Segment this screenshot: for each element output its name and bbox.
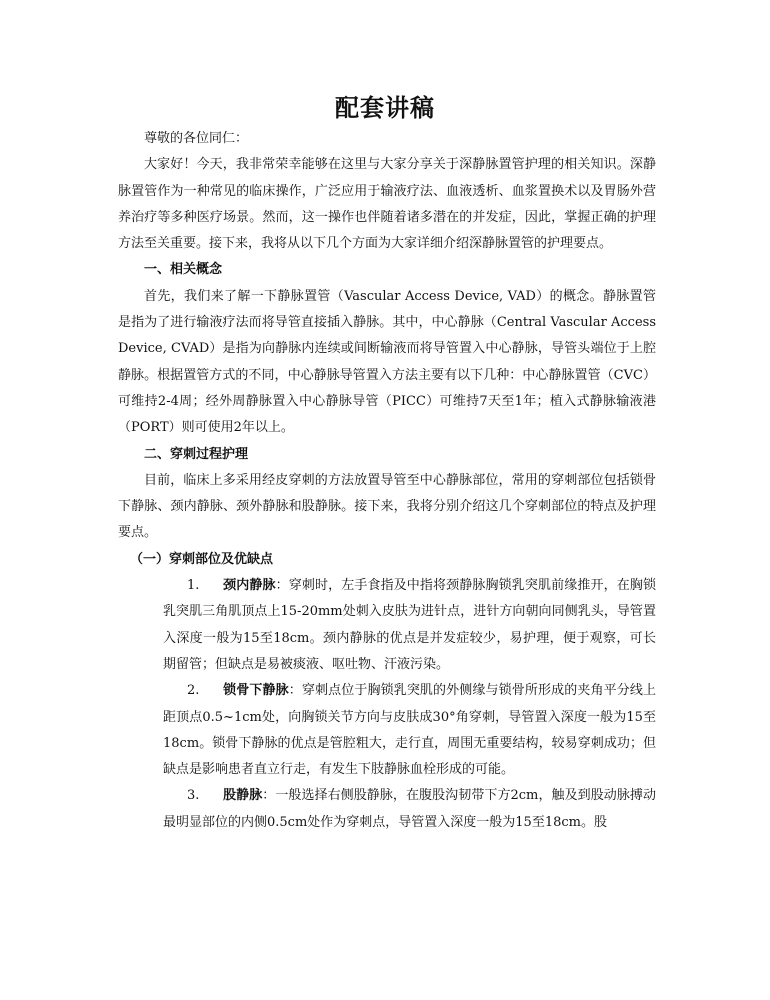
- list-item-text: ：穿刺时，左手食指及中指将颈静脉胸锁乳突肌前缘推开，在胸锁乳突肌三角肌顶点上15-20mm处刺入皮肤为进针点，进针方向朝向同侧乳头，导管置入深度一般为15至18cm。颈内静脉的优点是并发症较少，易护理，便于观察，可长期留管；但缺点是易被痰液、呕吐物、汗液污染。: [163, 578, 656, 672]
- salutation: 尊敬的各位同仁：: [144, 131, 249, 146]
- list-item-text: ：穿刺点位于胸锁乳突肌的外侧缘与锁骨所形成的夹角平分线上距顶点0.5~1cm处，向胸锁关节方向与皮肤成30°角穿刺，导管置入深度一般为15至18cm。锁骨下静脉的优点是管腔粗大，走行直，周围无重要结构，较易穿刺成功；但缺点是影响患者直立行走，有发生下肢静脉血栓形成的可能。: [163, 683, 656, 778]
- document-title: 配套讲稿: [335, 93, 435, 122]
- list-item-number: 1.: [187, 578, 200, 594]
- list-item-term: 股静脉: [223, 788, 263, 804]
- subheading-puncture-sites: （一）穿刺部位及优缺点: [130, 551, 274, 567]
- document-body: [118, 126, 656, 836]
- section-heading-concepts: 一、相关概念: [144, 262, 223, 278]
- puncture-care-paragraph: 目前，临床上多采用经皮穿刺的方法放置导管至中心静脉部位，常用的穿刺部位包括锁骨下静脉、颈内静脉、颈外静脉和股静脉。接下来，我将分别介绍这几个穿刺部位的特点及护理要点。: [118, 472, 656, 541]
- list-item-subclavian: [118, 678, 656, 783]
- list-item-term: 锁骨下静脉: [223, 683, 289, 699]
- list-item-internal-jugular: [118, 573, 656, 678]
- list-item-term: 颈内静脉: [223, 578, 276, 594]
- list-item-number: 2.: [187, 683, 200, 699]
- list-item-number: 3.: [187, 788, 200, 804]
- list-item-text: ：一般选择右侧股静脉，在腹股沟韧带下方2cm，触及到股动脉搏动最明显部位的内侧0.5cm处作为穿刺点，导管置入深度一般为15至18cm。股: [163, 788, 656, 830]
- concepts-paragraph: 首先，我们来了解一下静脉置管（Vascular Access Device, VAD）的概念。静脉置管是指为了进行输液疗法而将导管直接插入静脉。其中，中心静脉（Central Vascular Access Device, CVAD）是指为向静脉内连续或间断输液而将导管置入中心静脉，导管头端位于上腔静脉。根据置管方式的不同，中心静脉导管置入方法主要有以下几种：中心静脉置管（CVC）可维持2-4周；经外周静脉置入中心静脉导管（PICC）可维持7天至1年；植入式静脉输液港（PORT）则可使用2年以上。: [118, 288, 656, 436]
- intro-paragraph: 大家好！今天，我非常荣幸能够在这里与大家分享关于深静脉置管护理的相关知识。深静脉置管作为一种常见的临床操作，广泛应用于输液疗法、血液透析、血浆置换术以及胃肠外营养治疗等多种医疗场景。然而，这一操作也伴随着诸多潜在的并发症，因此，掌握正确的护理方法至关重要。接下来，我将从以下几个方面为大家详细介绍深静脉置管的护理要点。: [118, 157, 656, 252]
- list-item-femoral: [118, 783, 656, 836]
- section-heading-puncture-care: 二、穿刺过程护理: [144, 446, 249, 462]
